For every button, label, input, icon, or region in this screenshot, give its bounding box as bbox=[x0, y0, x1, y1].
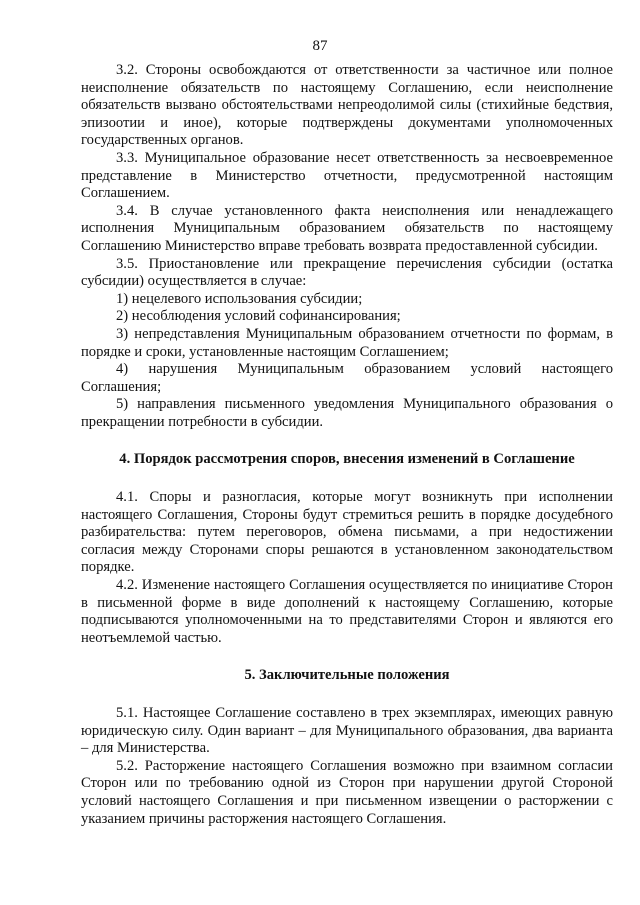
list-item-5: 5) направления письменного уведомления Муниципального образования о прекращении потребности в субсидии. bbox=[81, 396, 613, 430]
clause-3-2: 3.2. Стороны освобождаются от ответственности за частичное или полное неисполнение обязательств по настоящему Соглашению, если неисполнение обязательств вызвано обстоятельствами непреодолимой силы (стихийные бедствия, эпизоотии и иное), которые подтверждены документами уполномоченных государственных органов. bbox=[81, 62, 613, 149]
list-item-2: 2) несоблюдения условий софинансирования; bbox=[116, 308, 401, 325]
list-item-3: 3) непредставления Муниципальным образованием отчетности по формам, в порядке и сроки, установленные настоящим Соглашением; bbox=[81, 325, 613, 360]
list-item-1: 1) нецелевого использования субсидии; bbox=[116, 290, 363, 307]
clause-3-4: 3.4. В случае установленного факта неисполнения или ненадлежащего исполнения Муниципальным образованием обязательств по настоящему Соглашению Министерство вправе требовать возврата предоставленной субсидии. bbox=[81, 202, 613, 254]
list-item-4: 4) нарушения Муниципальным образованием условий настоящего Соглашения; bbox=[81, 361, 613, 395]
clause-3-3: 3.3. Муниципальное образование несет ответственность за несвоевременное представление в Министерство отчетности, предусмотренной настоящим Соглашением. bbox=[81, 149, 613, 202]
clause-4-1: 4.1. Споры и разногласия, которые могут возникнуть при исполнении настоящего Соглашения, Стороны будут стремиться решить в порядке досудебного разбирательства: путем переговоров, обмена письмами, а при недостижении согласия между Сторонами споры решаются в установленном законодательством порядке. bbox=[81, 489, 613, 576]
document-body bbox=[81, 62, 613, 828]
clause-5-1: 5.1. Настоящее Соглашение составлено в трех экземплярах, имеющих равную юридическую силу. Один вариант – для Муниципального образования, два варианта – для Министерства. bbox=[81, 705, 613, 757]
section-heading-5: 5. Заключительные положения bbox=[244, 667, 450, 684]
clause-4-2: 4.2. Изменение настоящего Соглашения осуществляется по инициативе Сторон в письменной форме в виде дополнений к настоящему Соглашению, которые подписываются уполномоченными на то представителями Сторон и являются его неотъемлемой частью. bbox=[81, 577, 613, 646]
clause-3-5: 3.5. Приостановление или прекращение перечисления субсидии (остатка субсидии) осуществляется в случае: bbox=[81, 255, 613, 290]
clause-5-2: 5.2. Расторжение настоящего Соглашения возможно при взаимном согласии Сторон или по требованию одной из Сторон при нарушении другой Стороной условий настоящего Соглашения и при письменном извещении о расторжении с указанием причины расторжения настоящего Соглашения. bbox=[81, 757, 613, 827]
page-number: 87 bbox=[312, 38, 328, 54]
section-heading-4: 4. Порядок рассмотрения споров, внесения изменений в Соглашение bbox=[119, 451, 575, 468]
